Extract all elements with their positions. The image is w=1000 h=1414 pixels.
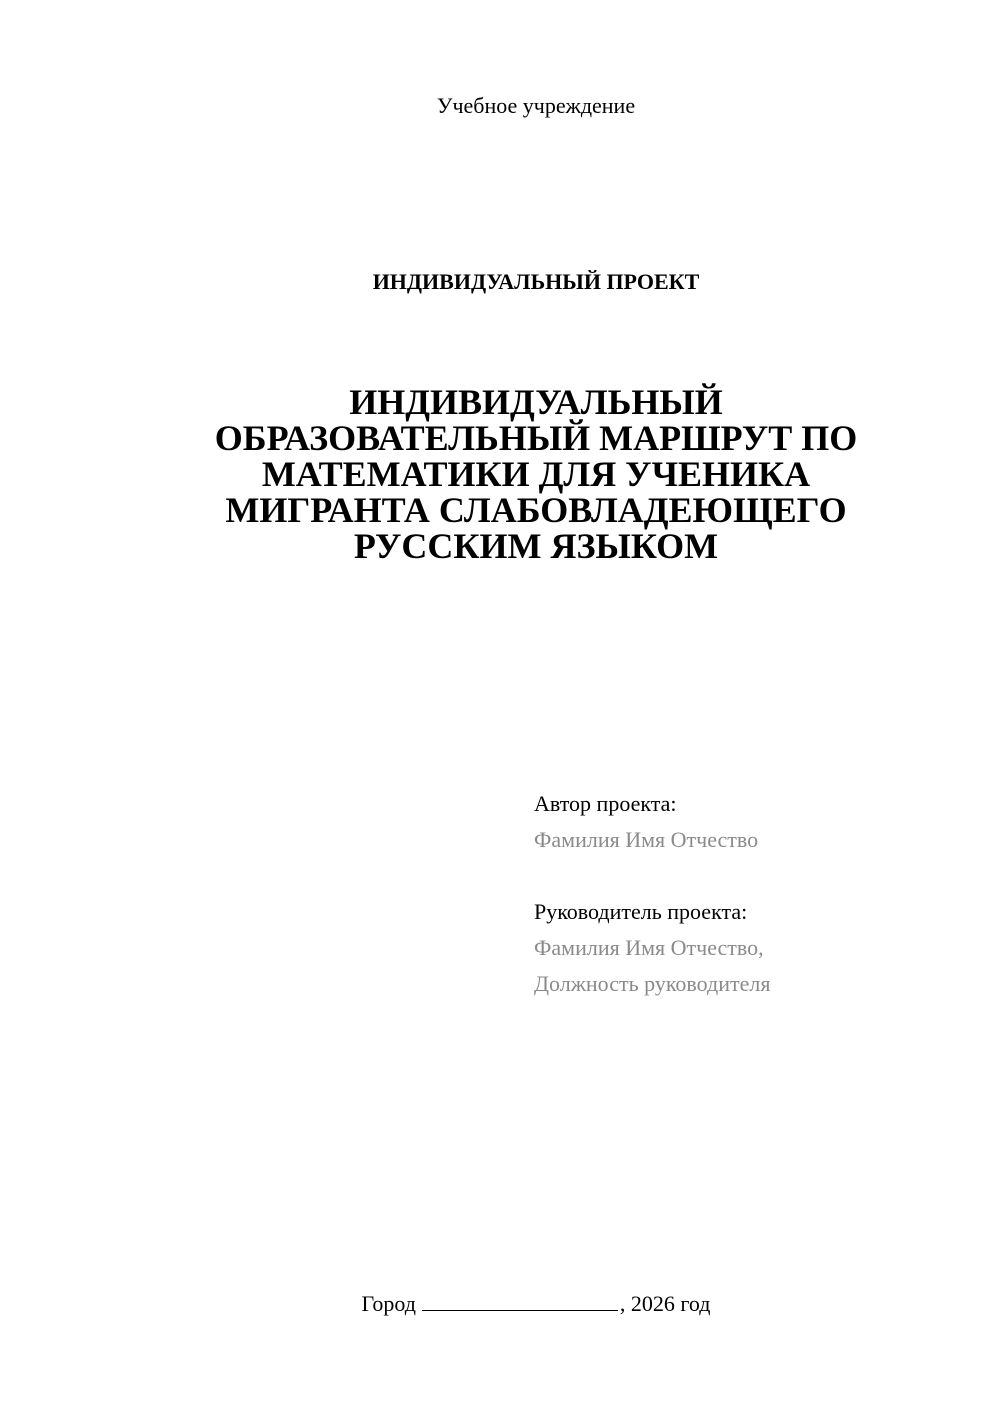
- project-type-heading: ИНДИВИДУАЛЬНЫЙ ПРОЕКТ: [372, 269, 700, 294]
- institution-name: Учебное учреждение: [436, 93, 636, 118]
- supervisor-label: Руководитель проекта:: [534, 899, 748, 924]
- author-name-placeholder: Фамилия Имя Отчество: [534, 827, 759, 852]
- project-title-line: МИГРАНТА СЛАБОВЛАДЕЮЩЕГО: [225, 490, 847, 530]
- project-title-line: ИНДИВИДУАЛЬНЫЙ: [349, 382, 723, 422]
- supervisor-block: [534, 894, 954, 1002]
- project-title-line: МАТЕМАТИКИ ДЛЯ УЧЕНИКА: [261, 454, 811, 494]
- supervisor-position-placeholder: Должность руководителя: [534, 971, 771, 996]
- project-title-line: ОБРАЗОВАТЕЛЬНЫЙ МАРШРУТ ПО: [214, 418, 858, 458]
- project-title-line: РУССКИМ ЯЗЫКОМ: [353, 526, 719, 566]
- author-block: [534, 786, 954, 858]
- project-title: [150, 384, 922, 564]
- author-label: Автор проекта:: [534, 791, 677, 816]
- city-year-footer: [0, 1290, 1000, 1318]
- supervisor-name-placeholder: Фамилия Имя Отчество,: [534, 935, 764, 960]
- year-text: , 2026 год: [619, 1291, 711, 1316]
- city-label: Город: [361, 1291, 416, 1316]
- city-blank-line: [422, 1290, 618, 1311]
